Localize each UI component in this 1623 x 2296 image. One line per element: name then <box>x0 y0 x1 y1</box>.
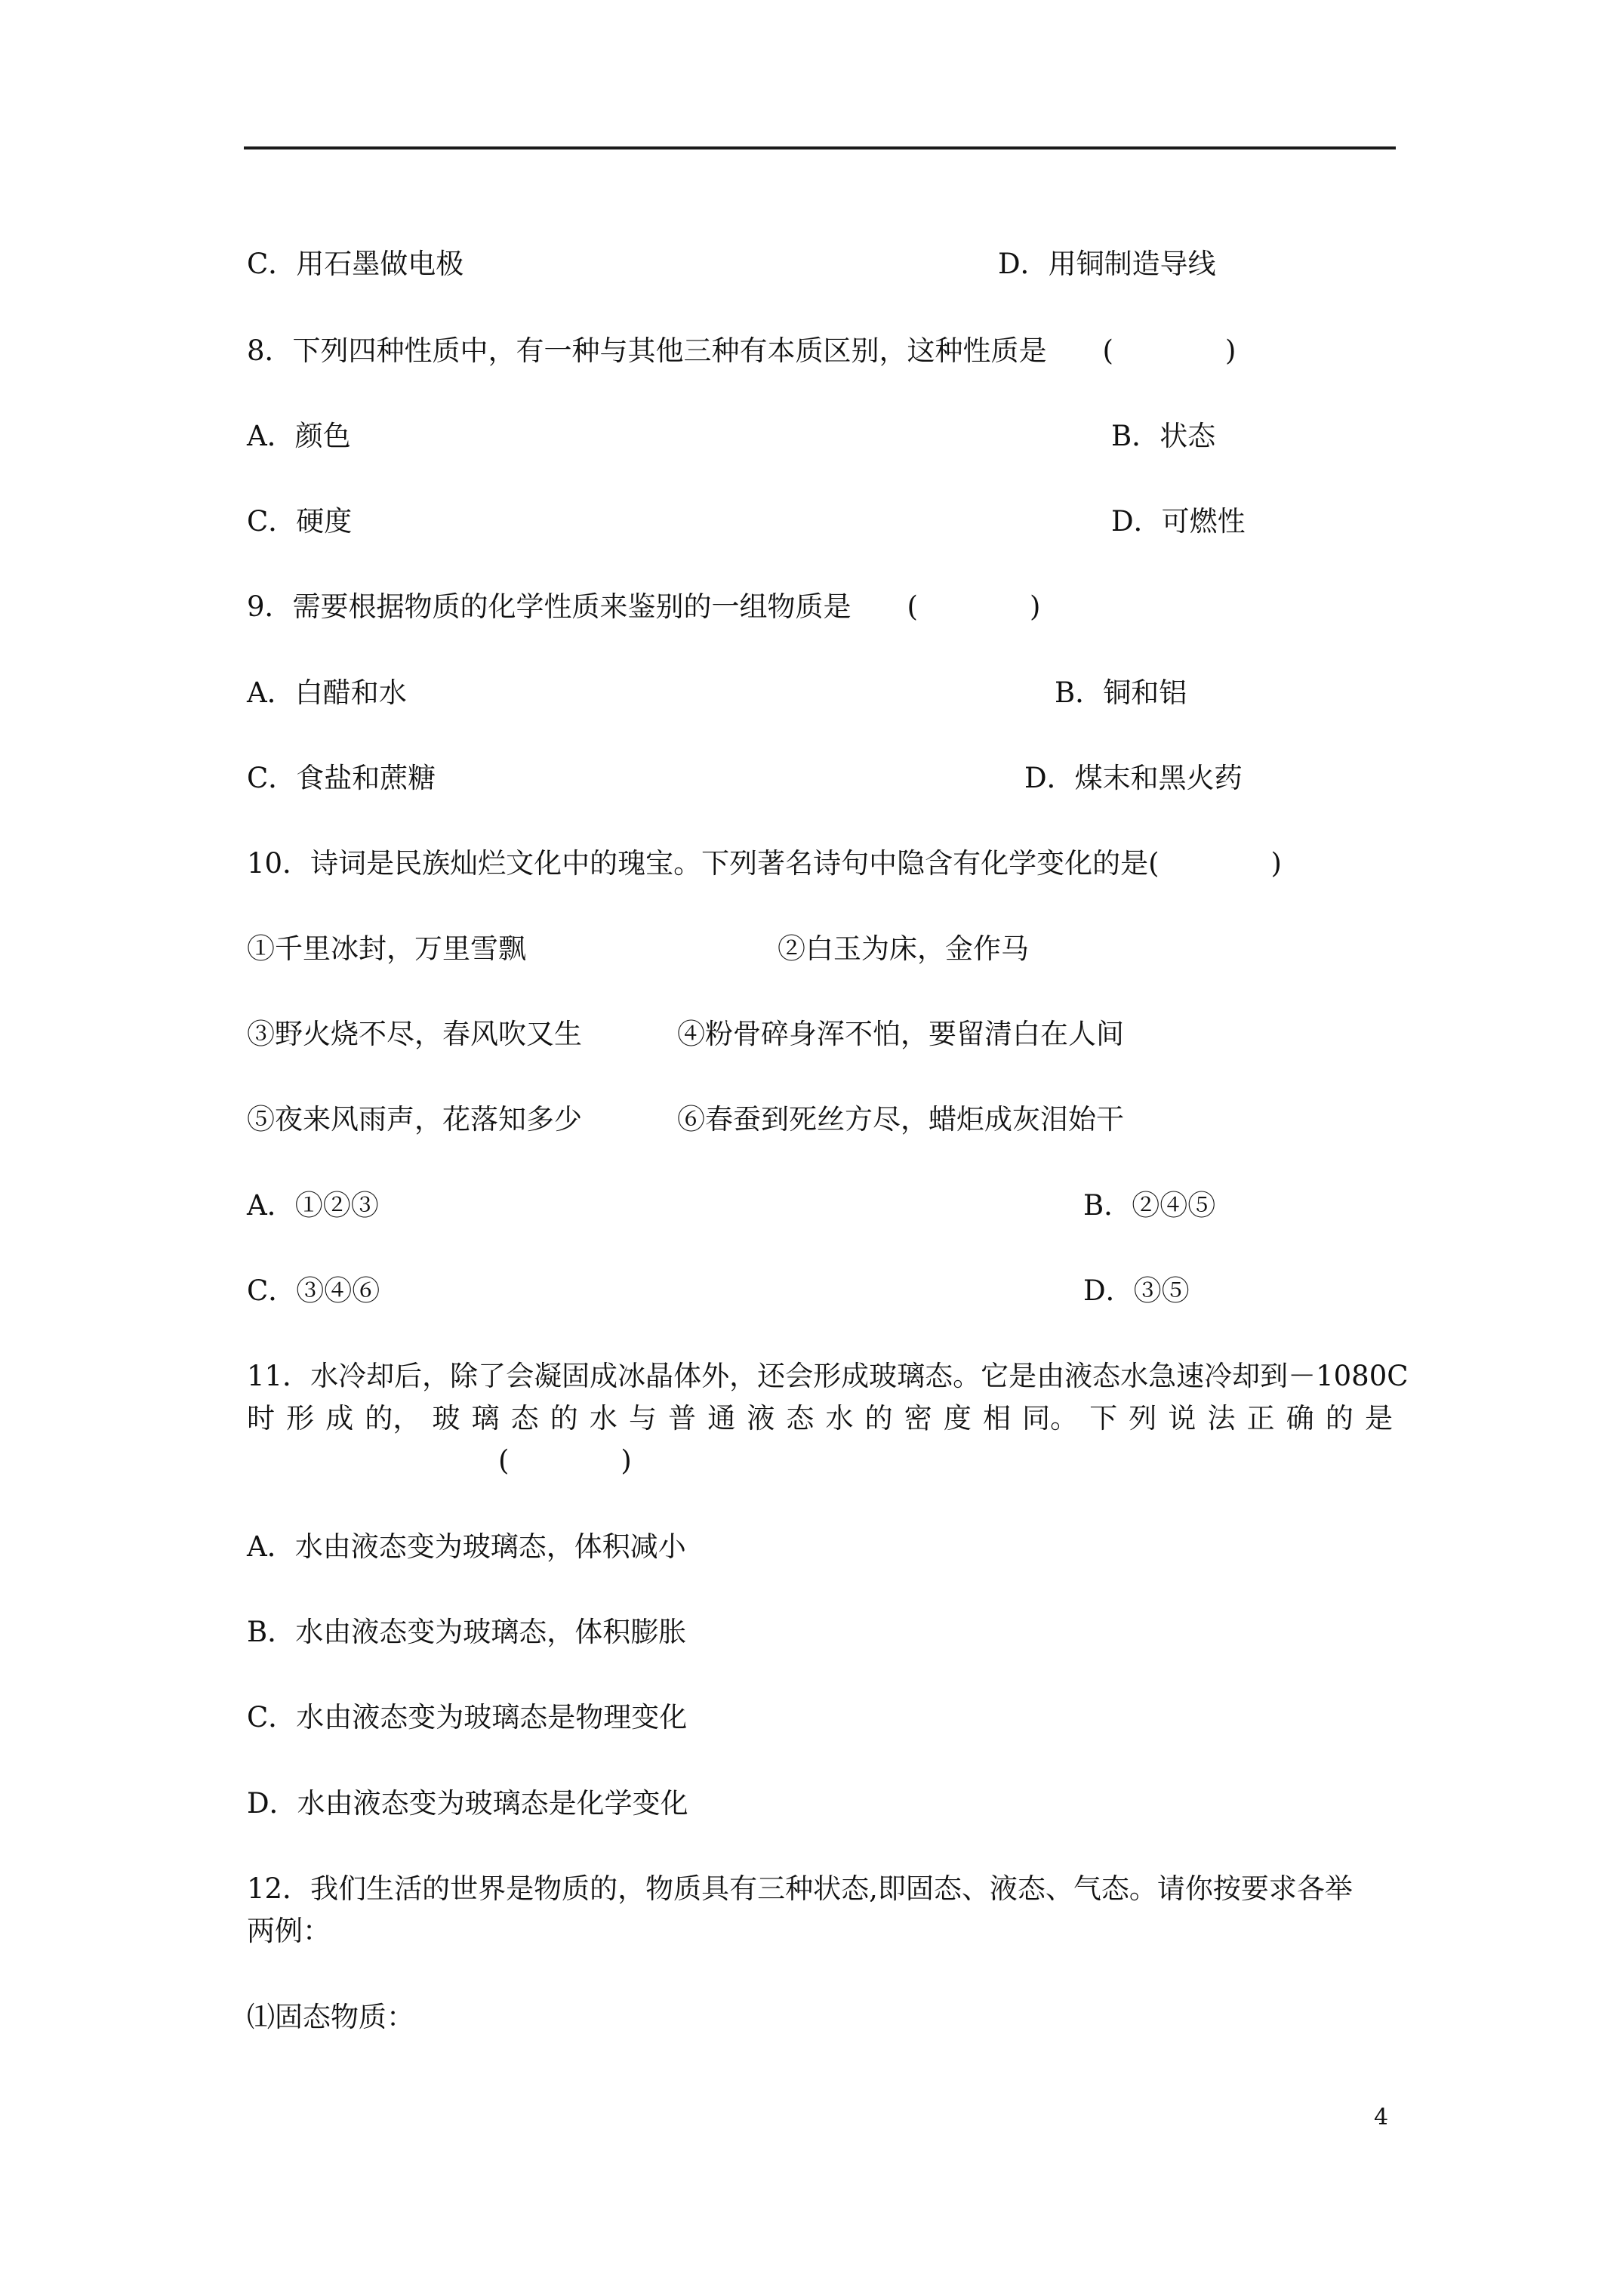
q11-stem-line-2-piece: 下 <box>1089 1402 1118 1435</box>
q11-stem-line-2-piece: 列 <box>1129 1402 1157 1435</box>
q8-option-b: B．状态 <box>1111 420 1216 452</box>
q11-stem-line-2-piece: 时 <box>247 1402 275 1435</box>
q11-stem-line-2-piece: 普 <box>668 1402 697 1435</box>
q11-stem-line-2-piece: 密 <box>904 1402 932 1435</box>
q11-stem-line-2-piece: 成 <box>325 1402 354 1435</box>
q11-option-a: A．水由液态变为玻璃态，体积减小 <box>247 1530 686 1563</box>
q11-stem-line-2-piece: 的 <box>1325 1402 1354 1435</box>
q11-stem-line-2-piece: 水 <box>589 1402 617 1435</box>
q11-stem-line-2-piece: 的 <box>550 1402 578 1435</box>
q11-stem-line-2-piece: 的 <box>864 1402 893 1435</box>
q10-option-d: D．③⑤ <box>1083 1274 1190 1307</box>
q11-stem-line-1: 11．水冷却后，除了会凝固成冰晶体外，还会形成玻璃态。它是由液态水急速冷却到－1080C <box>247 1360 1409 1392</box>
q11-stem-line-2-piece: 相 <box>982 1402 1011 1435</box>
q8-option-a: A．颜色 <box>247 420 351 452</box>
q10-option-c: C．③④⑥ <box>247 1274 380 1307</box>
q11-option-d: D．水由液态变为玻璃态是化学变化 <box>247 1787 688 1820</box>
q11-stem-line-2-piece: 说 <box>1168 1402 1196 1435</box>
page-number: 4 <box>1374 2104 1389 2131</box>
q11-stem-line-2-piece: 液 <box>747 1402 775 1435</box>
q11-stem-line-2-piece: 是 <box>1364 1402 1393 1435</box>
q11-stem-line-2-piece: 确 <box>1286 1402 1314 1435</box>
q11-stem-line-2-piece: 正 <box>1246 1402 1275 1435</box>
q11-answer-blank: ( ) <box>498 1444 632 1477</box>
q10-poem-5: ⑤夜来风雨声，花落知多少 <box>247 1103 582 1136</box>
q9-stem: 9．需要根据物质的化学性质来鉴别的一组物质是 ( ) <box>247 590 1041 623</box>
q10-poem-2: ②白玉为床，金作马 <box>778 932 1029 965</box>
q12-stem-line-2: 两例： <box>247 1915 331 1947</box>
q10-option-a: A．①②③ <box>247 1189 379 1222</box>
q9-option-a: A．白醋和水 <box>247 676 407 709</box>
q11-stem-line-2-piece: 与 <box>628 1402 657 1435</box>
q10-poem-6: ⑥春蚕到死丝方尽，蜡炬成灰泪始干 <box>677 1103 1124 1136</box>
q11-stem-line-2-piece: 态 <box>786 1402 815 1435</box>
q12-sub-question-1: ⑴固态物质： <box>247 2001 414 2033</box>
q10-poem-1: ①千里冰封，万里雪飘 <box>247 932 526 965</box>
q8-option-d: D．可燃性 <box>1111 505 1246 538</box>
q9-option-b: B．铜和铝 <box>1055 676 1187 709</box>
q11-stem-line-2-piece: 同。 <box>1022 1402 1079 1435</box>
q11-stem-line-2-piece: 态 <box>510 1402 539 1435</box>
q11-stem-line-2-piece: 通 <box>707 1402 736 1435</box>
q10-poem-3: ③野火烧不尽，春风吹又生 <box>247 1018 582 1050</box>
q11-stem-line-2-piece: 形 <box>286 1402 315 1435</box>
q10-poem-4: ④粉骨碎身浑不怕，要留清白在人间 <box>677 1018 1124 1050</box>
q11-option-c: C．水由液态变为玻璃态是物理变化 <box>247 1701 688 1734</box>
q11-stem-line-2-piece: 的， <box>365 1402 421 1435</box>
q11-option-b: B．水由液态变为玻璃态，体积膨胀 <box>247 1616 687 1648</box>
q10-stem: 10．诗词是民族灿烂文化中的瑰宝。下列著名诗句中隐含有化学变化的是( ) <box>247 847 1282 880</box>
q7-option-d: D．用铜制造导线 <box>998 248 1216 280</box>
q11-stem-line-2-piece: 水 <box>825 1402 854 1435</box>
q11-stem-line-2-piece: 璃 <box>471 1402 500 1435</box>
q8-option-c: C．硬度 <box>247 505 353 538</box>
q7-option-c: C．用石墨做电极 <box>247 248 464 280</box>
q12-stem-line-1: 12．我们生活的世界是物质的，物质具有三种状态,即固态、液态、气态。请你按要求各举 <box>247 1872 1353 1905</box>
q9-option-d: D．煤末和黑火药 <box>1024 762 1243 794</box>
q8-stem: 8．下列四种性质中，有一种与其他三种有本质区别，这种性质是 ( ) <box>247 334 1236 367</box>
q11-stem-line-2-piece: 法 <box>1207 1402 1236 1435</box>
q9-option-c: C．食盐和蔗糖 <box>247 762 436 794</box>
header-rule <box>244 146 1396 149</box>
q11-stem-line-2-piece: 玻 <box>432 1402 460 1435</box>
q10-option-b: B．②④⑤ <box>1083 1189 1216 1222</box>
q11-stem-line-2 <box>247 1402 1393 1435</box>
q11-stem-line-2-piece: 度 <box>943 1402 972 1435</box>
